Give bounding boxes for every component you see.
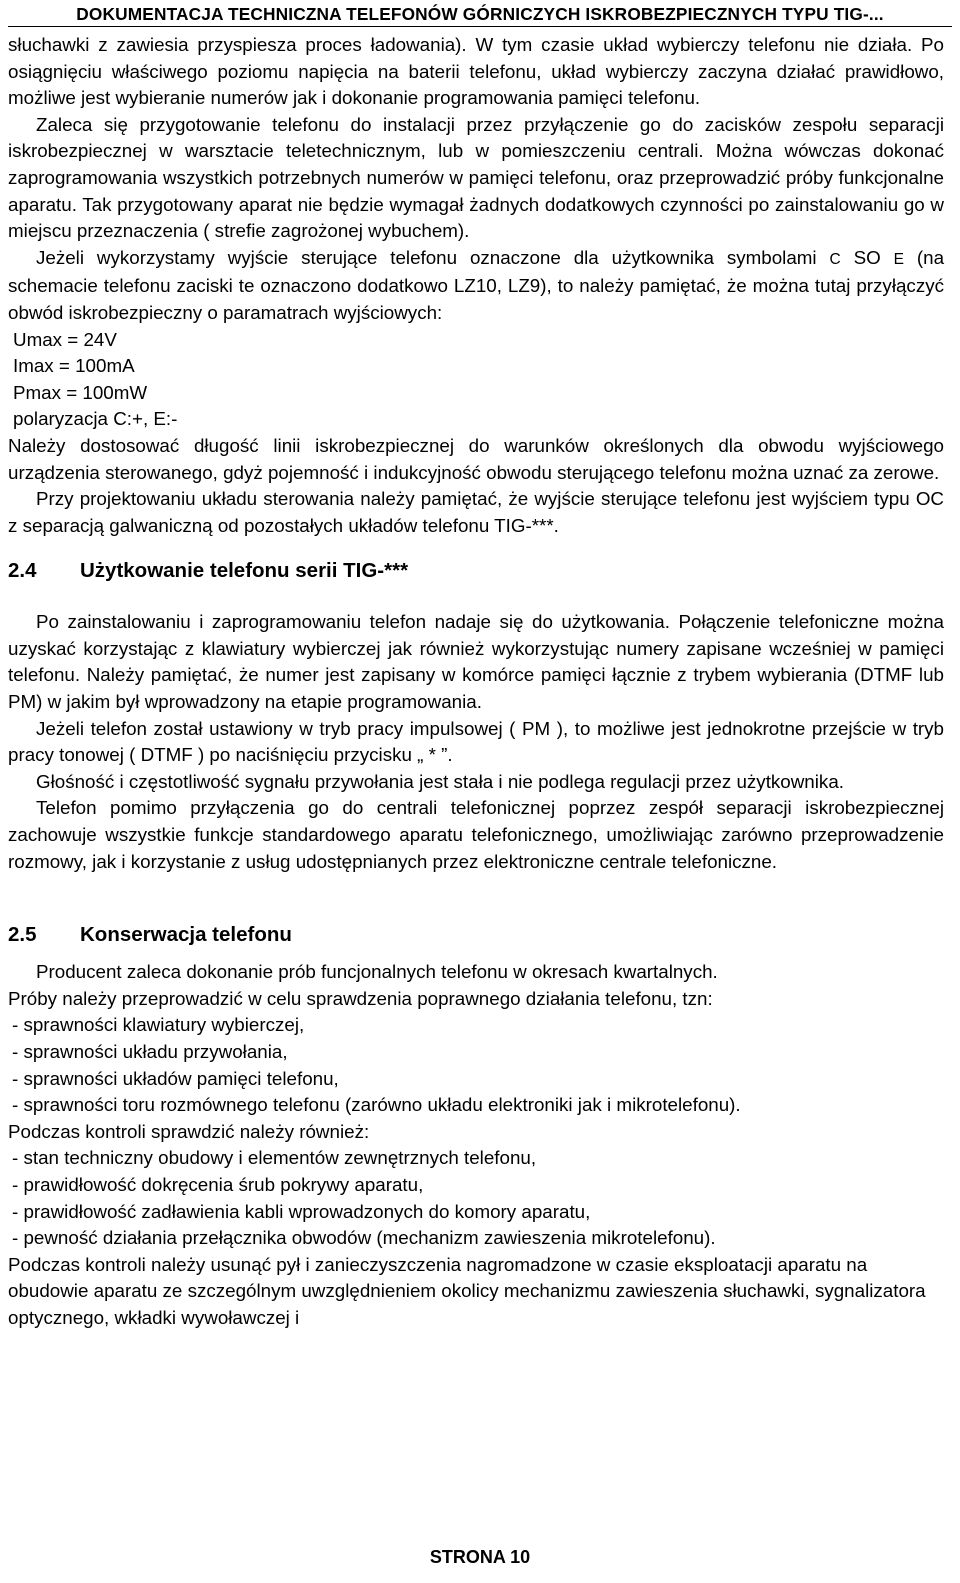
inspection-list <box>8 1145 944 1251</box>
page-number: STRONA 10 <box>429 1547 531 1567</box>
paragraph-functions: Telefon pomimo przyłączenia go do centrali telefonicznej poprzez zespół separacji iskrobezpiecznej zachowuje wszystkie funkcje standardowego aparatu telefonicznego, umożliwiając zarówno przeprowadzenie rozmowy, jak i korzystanie z usług udostępnianych przez elektroniczne centrale telefoniczne. <box>8 797 944 872</box>
list-item: - pewność działania przełącznika obwodów (mechanizm zawieszenia mikrotelefonu). <box>12 1227 716 1249</box>
param-polarity: polaryzacja C:+, E:- <box>13 408 178 430</box>
symbol-so: SO <box>853 246 881 268</box>
list-item: - stan techniczny obudowy i elementów zewnętrznych telefonu, <box>12 1147 537 1169</box>
list-item: - prawidłowość dokręcenia śrub pokrywy aparatu, <box>12 1173 424 1195</box>
paragraph-ring-volume: Głośność i częstotliwość sygnału przywołania jest stała i nie podlega regulacji przez użytkownika. <box>36 770 844 792</box>
page-content <box>8 32 944 1332</box>
paragraph-cleaning: Podczas kontroli należy usunąć pył i zanieczyszczenia nagromadzone w czasie eksploatacji aparatu na obudowie aparatu ze szczególnym uwzględnieniem okolicy mechanizmu zawieszenia słuchawki, sygnalizatora optycznego, wkładki wywoławczej i <box>8 1253 926 1328</box>
section-number: 2.4 <box>8 559 37 583</box>
paragraph-line-length: Należy dostosować długość linii iskrobezpiecznej do warunków określonych dla obwodu wyjściowego urządzenia sterowanego, gdyż pojemność i indukcyjność obwodu sterującego telefonu można uznać za zerowe. <box>8 434 944 483</box>
param-pmax: Pmax = 100mW <box>13 381 148 403</box>
section-title: Konserwacja telefonu <box>80 923 292 947</box>
list-item: - sprawności układu przywołania, <box>12 1041 288 1062</box>
section-heading-2-4 <box>8 559 944 583</box>
symbol-e: E <box>893 250 904 268</box>
paragraph-control-output <box>8 245 944 327</box>
paragraph-preparation: Zaleca się przygotowanie telefonu do instalacji przez przyłączenie go do zacisków zespołu separacji iskrobezpiecznej w warsztacie teletechnicznym, lub w pomieszczeniu centrali. Można wówczas dokonać zaprogramowania wszystkich potrzebnych numerów w pamięci telefonu, oraz przeprowadzić próby funkcjonalne aparatu. Tak przygotowany aparat nie będzie wymagał żadnych dodatkowych czynności po zainstalowaniu go w miejscu przeznaczenia ( strefie zagrożonej wybuchem). <box>8 113 944 242</box>
section-heading-2-5 <box>8 923 944 947</box>
list-item: - sprawności układów pamięci telefonu, <box>12 1067 339 1089</box>
output-parameters <box>8 327 944 433</box>
param-umax: Umax = 24V <box>13 328 117 350</box>
list-item: - sprawności klawiatury wybierczej, <box>12 1014 305 1036</box>
control-output-rest: (na schemacie telefonu zaciski te oznaczono dodatkowo LZ10, LZ9), to należy pamiętać, że można tutaj przyłączyć obwód iskrobezpieczny o paramatrach wyjściowych: <box>8 246 945 323</box>
paragraph-design: Przy projektowaniu układu sterowania należy pamiętać, że wyjście sterujące telefonu jest wyjściem typu OC z separacją galwaniczną od pozostałych układów telefonu TIG-***. <box>8 488 944 536</box>
paragraph-inspection: Podczas kontroli sprawdzić należy również: <box>8 1120 370 1142</box>
test-list <box>8 1012 944 1118</box>
param-imax: Imax = 100mA <box>13 355 135 377</box>
control-output-lead: Jeżeli wykorzystamy wyjście sterujące telefonu oznaczone dla użytkownika symbolami <box>36 246 817 268</box>
list-item: - sprawności toru rozmównego telefonu (zarówno układu elektroniki jak i mikrotelefonu). <box>12 1094 741 1116</box>
paragraph-maintenance-intro: Producent zaleca dokonanie prób funcjonalnych telefonu w okresach kwartalnych. <box>36 961 718 983</box>
paragraph-usage: Po zainstalowaniu i zaprogramowaniu telefon nadaje się do użytkowania. Połączenie telefoniczne można uzyskać korzystając z klawiatury wybierczej jak również wykorzystując numery zapisane wcześniej w pamięci telefonu. Należy pamiętać, że numer jest zapisany w komórce pamięci łącznie z trybem wybierania (DTMF lub PM) w jakim był wprowadzony na etapie programowania. <box>8 611 944 713</box>
paragraph-charging: słuchawki z zawiesia przyspiesza proces ładowania). W tym czasie układ wybierczy telefonu nie działa. Po osiągnięciu właściwego poziomu napięcia na baterii telefonu, układ wybierczy zaczyna działać prawidłowo, możliwe jest wybieranie numerów jak i dokonanie programowania pamięci telefonu. <box>8 34 944 109</box>
paragraph-tests: Próby należy przeprowadzić w celu sprawdzenia poprawnego działania telefonu, tzn: <box>8 987 713 1009</box>
list-item: - prawidłowość zadławienia kabli wprowadzonych do komory aparatu, <box>12 1200 591 1222</box>
section-number: 2.5 <box>8 923 37 947</box>
page-header: DOKUMENTACJA TECHNICZNA TELEFONÓW GÓRNICZYCH ISKROBEZPIECZNYCH TYPU TIG-... <box>8 0 952 27</box>
paragraph-dial-mode: Jeżeli telefon został ustawiony w tryb pracy impulsowej ( PM ), to możliwe jest jednokrotne przejście w tryb pracy tonowej ( DTMF ) po naciśnięciu przycisku „ * ”. <box>8 717 944 766</box>
section-title: Użytkowanie telefonu serii TIG-*** <box>80 559 409 583</box>
symbol-c: C <box>829 250 841 268</box>
